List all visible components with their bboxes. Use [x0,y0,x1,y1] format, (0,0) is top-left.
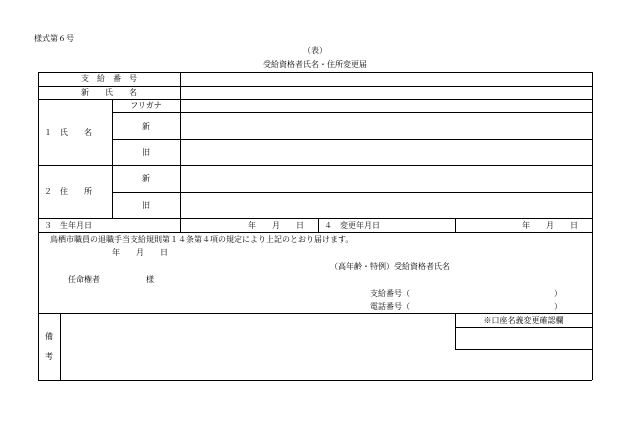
applicant-name-label: （高年齢・特例）受給資格者氏名 [330,262,450,271]
old-address-sub-label: 旧 [142,201,150,210]
payment-number-close: ） [554,289,562,298]
declaration-statement: 鳥栖市職員の退職手当支給規則第１４条第４項の規定により上記のとおり届けます。 [50,235,354,244]
remarks-label-bottom: 考 [45,352,53,361]
old-name-sub-label: 旧 [142,148,150,157]
side-label: （表） [303,46,327,55]
remarks-label-top: 備 [45,332,53,341]
payment-number-label: 支 給 番 号 [81,74,137,83]
section1-name-label: １ 氏 名 [44,128,92,137]
change-date-label: ４ 変更年月日 [324,221,380,230]
new-name-sub-label: 新 [142,122,150,131]
appointing-authority-label: 任命権者 [68,275,100,284]
honorific-label: 様 [146,275,154,284]
phone-number-close: ） [554,302,562,311]
form-title: 受給資格者氏名・住所変更届 [263,60,367,69]
account-confirmation-label: ※口座名義変更確認欄 [483,316,564,325]
furigana-label: フリガナ [130,101,162,110]
phone-number-field: 電話番号（ [370,302,410,311]
birth-date-value: 年 月 日 [248,221,304,230]
section2-address-label: ２ 住 所 [44,187,92,196]
form-number: 様式第６号 [34,34,74,43]
change-date-value: 年 月 日 [522,221,578,230]
new-name-label: 新 氏 名 [81,88,137,97]
birth-date-label: ３ 生年月日 [44,221,92,230]
payment-number-field: 支給番号（ [370,289,410,298]
declaration-date: 年 月 日 [112,248,168,257]
new-address-sub-label: 新 [142,174,150,183]
